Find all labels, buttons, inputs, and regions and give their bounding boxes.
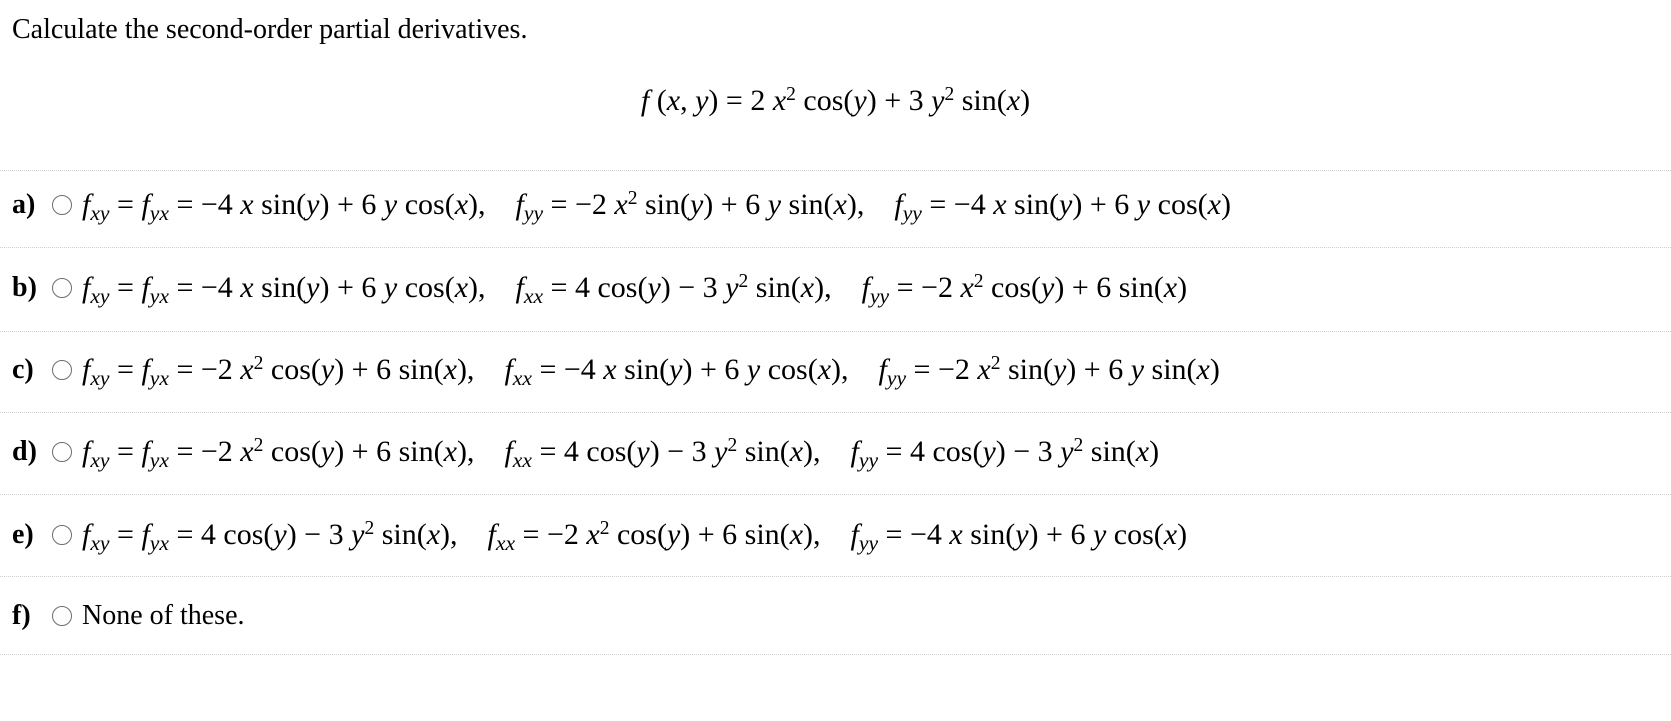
- option-letter: c): [12, 354, 34, 385]
- divider: [0, 494, 1671, 495]
- divider: [0, 247, 1671, 248]
- divider: [0, 576, 1671, 577]
- option-letter: a): [12, 189, 36, 220]
- option-text: $f_{xy} = f_{yx} = -4$ x sin(y) + 6 y cos(x), $f_{xx} = 4$ cos(y) − 3 $y^2$ sin(x), $f_{yy} = -2$ $x^2$ cos(y) + 6 sin(x): [82, 271, 1188, 309]
- divider: [0, 331, 1671, 332]
- option-c[interactable]: [12, 339, 1652, 401]
- radio-button-icon[interactable]: [52, 278, 72, 298]
- radio-button-icon[interactable]: [52, 442, 72, 462]
- option-text: $f_{xy} = f_{yx} = -2$ $x^2$ cos(y) + 6 sin(x), $f_{xx} = 4$ cos(y) − 3 $y^2$ sin(x), $f_{yy} = 4$ cos(y) − 3 $y^2$ sin(x): [82, 435, 1160, 473]
- divider: [0, 412, 1671, 413]
- option-e[interactable]: [12, 504, 1652, 566]
- radio-button-icon[interactable]: [52, 360, 72, 380]
- option-letter: b): [12, 272, 37, 303]
- option-b[interactable]: [12, 257, 1652, 319]
- option-text: None of these.: [82, 600, 245, 631]
- radio-button-icon[interactable]: [52, 606, 72, 626]
- radio-button-icon[interactable]: [52, 195, 72, 215]
- divider: [0, 654, 1671, 655]
- option-text: $f_{xy} = f_{yx} = -4$ x sin(y) + 6 y cos(x), $f_{yy} = -2$ $x^2$ sin(y) + 6 y sin(x), $f_{yy} = -4$ x sin(y) + 6 y cos(x): [82, 188, 1231, 226]
- option-a[interactable]: [12, 174, 1652, 236]
- option-d[interactable]: [12, 421, 1652, 483]
- function-definition: f (x, y) = 2 $x^2$ cos(y) + 3 $y^2$ sin(x): [640, 84, 1031, 117]
- question-prompt: Calculate the second-order partial derivatives.: [12, 14, 528, 45]
- option-text: $f_{xy} = f_{yx} = 4$ cos(y) − 3 $y^2$ sin(x), $f_{xx} = -2$ $x^2$ cos(y) + 6 sin(x), $f_{yy} = -4$ x sin(y) + 6 y cos(x): [82, 518, 1188, 556]
- option-letter: d): [12, 436, 37, 467]
- option-f[interactable]: [12, 585, 1652, 647]
- divider: [0, 170, 1671, 171]
- radio-button-icon[interactable]: [52, 525, 72, 545]
- option-letter: f): [12, 600, 31, 631]
- option-letter: e): [12, 519, 34, 550]
- option-text: $f_{xy} = f_{yx} = -2$ $x^2$ cos(y) + 6 sin(x), $f_{xx} = -4$ x sin(y) + 6 y cos(x), $f_{yy} = -2$ $x^2$ sin(y) + 6 y sin(x): [82, 353, 1220, 391]
